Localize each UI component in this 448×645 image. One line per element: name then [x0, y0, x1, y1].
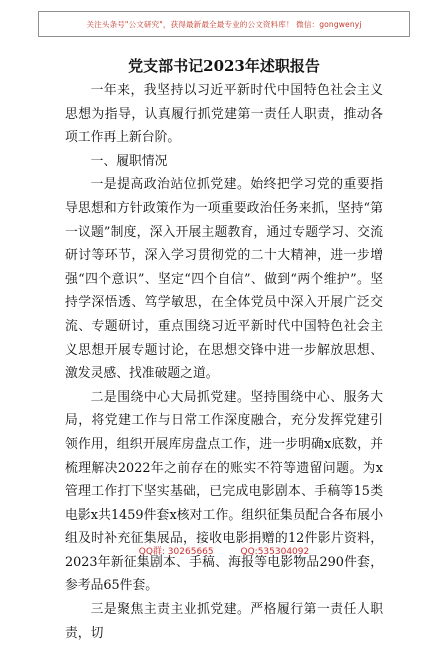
promo-banner-text: 关注头条号"公文研究"，获得最新最全最专业的公文资料库！ 微信：gongwenyj [86, 20, 362, 29]
body-paragraph: 一是提高政治站位抓党建。始终把学习党的重要指导思想和方针政策作为一项重要政治任务来抓，坚持“第一议题”制度，深入开展主题教育，通过专题学习、交流研讨等环节，深入学习贯彻党的二十大精神，进一步增强“四个意识”、坚定“四个自信”、做到“两个维护”。坚持学深悟透、笃学敏思，在全体党员中深入开展广泛交流、专题研讨，重点围绕习近平新时代中国特色社会主义思想开展专题讨论，在思想交锋中进一步解放思想、激发灵感、找准破题之道。 [65, 177, 383, 382]
document-body [65, 79, 383, 645]
qq-group-text: QQ群: 30265665 [138, 547, 214, 557]
body-paragraph: 三是聚焦主责主业抓党建。严格履行第一责任人职责，切 [65, 602, 383, 641]
body-paragraph: 二是围绕中心大局抓党建。坚持围绕中心、服务大局，将党建工作与日常工作深度融合，充分发挥党建引领作用，组织开展库房盘点工作，进一步明确x底数，并梳理解决2022年之前存在的账实不符等遗留问题。为x管理工作打下坚实基础，已完成电影剧本、手稿等15类电影x共1459件套x核对工作。组织征集员配合各布展小组及时补充征集展品，接收电影捐赠的12件影片资料，2023年新征集剧本、手稿、海报等电影物品290件套，参考品65件套。 [65, 389, 383, 594]
intro-paragraph: 一年来，我坚持以习近平新时代中国特色社会主义思想为指导，认真履行抓党建第一责任人职责，推动各项工作再上新台阶。 [65, 83, 383, 146]
contact-footer [0, 544, 448, 557]
promo-banner [38, 11, 410, 37]
document-title: 党支部书记2023年述职报告 [128, 57, 320, 75]
section-heading: 一、履职情况 [90, 153, 168, 169]
qq-text: QQ:535304092 [240, 547, 310, 557]
